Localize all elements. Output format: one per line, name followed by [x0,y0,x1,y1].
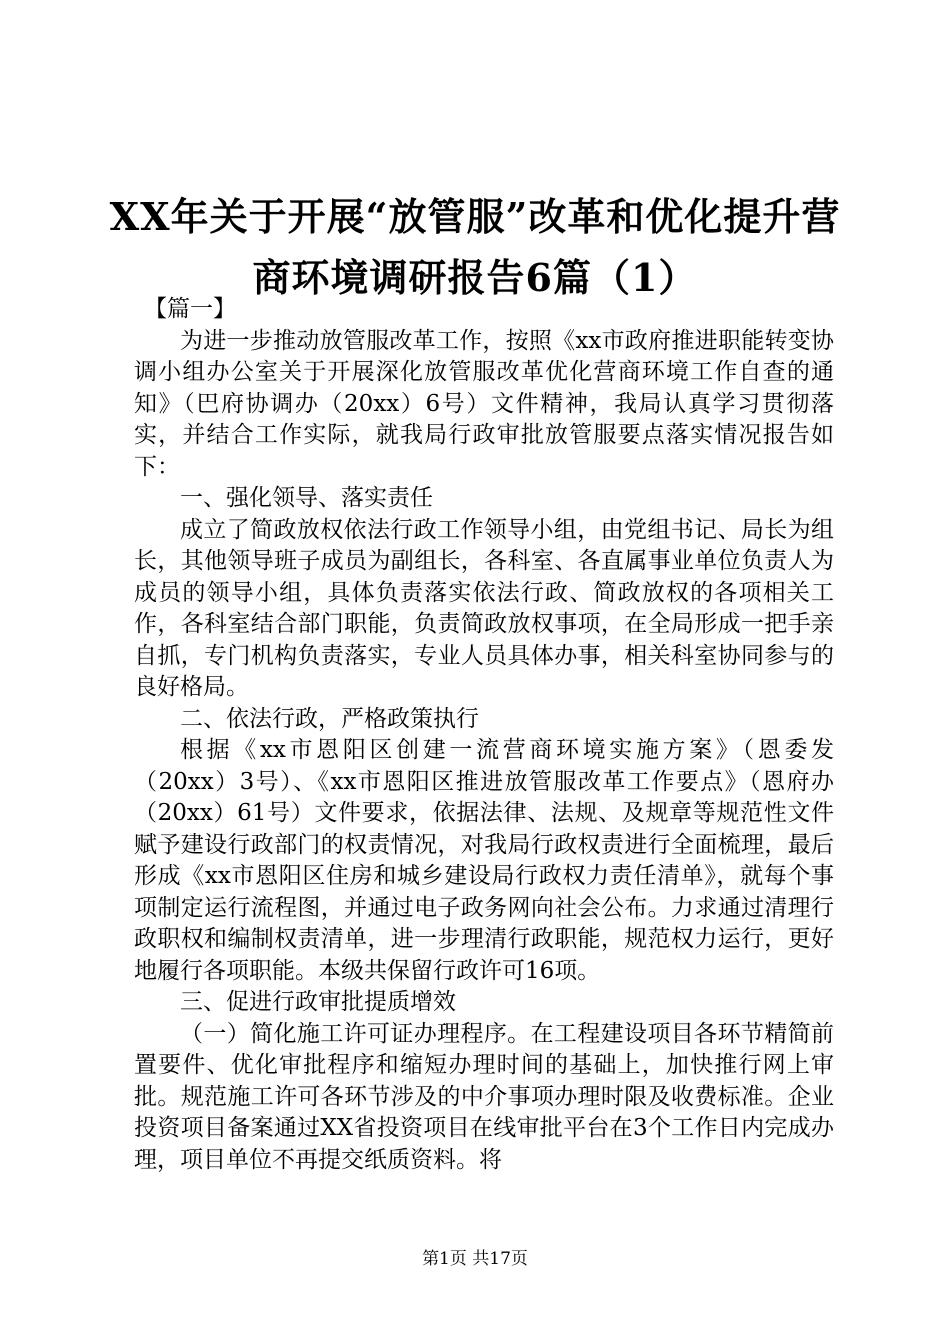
paragraph-approval: （一）简化施工许可证办理程序。在工程建设项目各环节精简前置要件、优化审批程序和缩短办理时间的基础上，加快推行网上审批。规范施工许可各环节涉及的中介事项办理时限及收费标准。企业投资项目备案通过XX省投资项目在线审批平台在3个工作日内完成办理，项目单位不再提交纸质资料。将 [134,1020,834,1173]
document-title-line-2: 商环境调研报告6篇（1） [252,255,698,300]
document-body [134,294,834,1176]
chapter-heading: 【篇一】 [144,296,236,322]
document-title-line-1: XX年关于开展“放管服”改革和优化提升营 [109,194,841,239]
page-footer: 第1页 共17页 [422,1249,528,1269]
paragraph-intro: 为进一步推动放管服改革工作，按照《xx市政府推进职能转变协调小组办公室关于开展深化放管服改革优化营商环境工作自查的通知》（巴府协调办（20xx）6号）文件精神，我局认真学习贯彻落实，并结合工作实际，就我局行政审批放管服要点落实情况报告如下： [134,327,834,480]
section-heading-3: 三、促进行政审批提质增效 [180,989,456,1015]
section-heading-1: 一、强化领导、落实责任 [180,485,433,511]
section-heading-2: 二、依法行政，严格政策执行 [180,705,479,732]
paragraph-policy: 根据《xx市恩阳区创建一流营商环境实施方案》（恩委发（20xx）3号）、《xx市恩阳区推进放管服改革工作要点》（恩府办（20xx）61号）文件要求，依据法律、法规、及规章等规范性文件赋予建设行政部门的权责情况，对我局行政权责进行全面梳理，最后形成《xx市恩阳区住房和城乡建设局行政权力责任清单》，就每个事项制定运行流程图，并通过电子政务网向社会公布。力求通过清理行政职权和编制权责清单，进一步理清行政职能，规范权力运行，更好地履行各项职能。本级共保留行政许可16项。 [134,737,834,984]
paragraph-leadership: 成立了简政放权依法行政工作领导小组，由党组书记、局长为组长，其他领导班子成员为副组长，各科室、各直属事业单位负责人为成员的领导小组，具体负责落实依法行政、简政放权的各项相关工作，各科室结合部门职能，负责简政放权事项，在全局形成一把手亲自抓，专门机构负责落实，专业人员具体办事，相关科室协同参与的良好格局。 [134,516,834,700]
